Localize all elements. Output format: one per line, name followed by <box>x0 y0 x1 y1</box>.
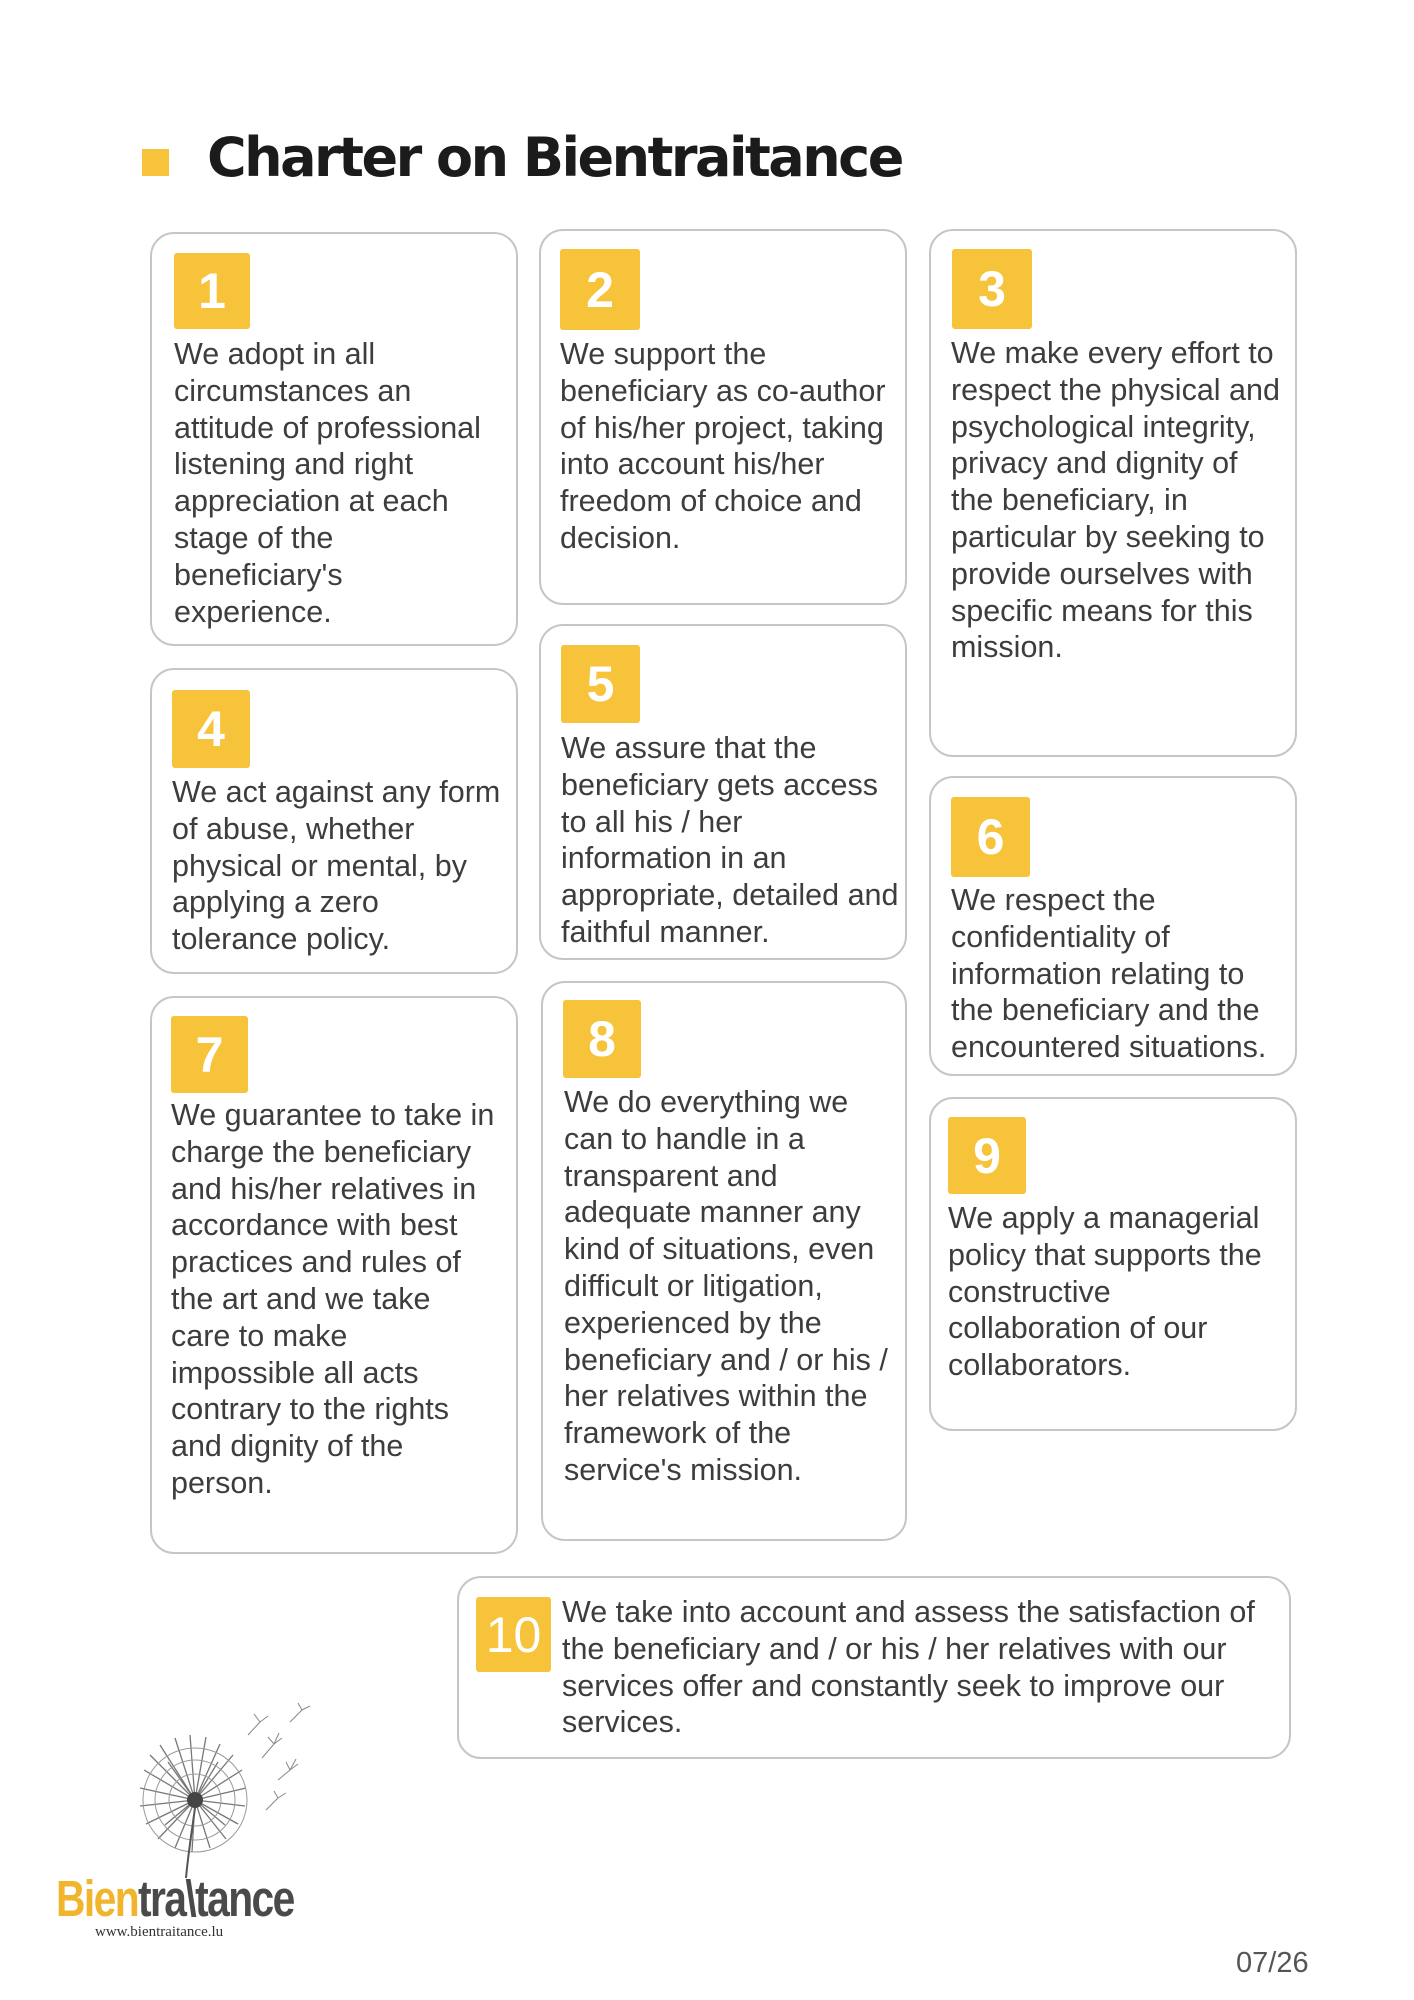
page-number: 07/26 <box>1236 1947 1309 1979</box>
card-number-badge-6: 6 <box>951 797 1030 877</box>
logo-url: www.bientraitance.lu <box>95 1924 224 1940</box>
card-number-badge-9: 9 <box>948 1117 1026 1194</box>
card-number-badge-8: 8 <box>563 1000 641 1078</box>
title-bullet-square <box>142 149 169 176</box>
card-text-6: We respect the confidentiality of information relating to the beneficiary and the encountered situations. <box>951 883 1267 1065</box>
bientraitance-logo <box>40 1700 320 1940</box>
card-text-2: We support the beneficiary as co-author of his/her project, taking into account his/her freedom of choice and decision. <box>560 337 886 555</box>
card-number-badge-4: 4 <box>172 690 250 768</box>
card-text-8: We do everything we can to handle in a transparent and adequate manner any kind of situations, even difficult or litigation, experienced by the beneficiary and / or his / her relatives within the framework of the service's mission. <box>564 1085 888 1487</box>
card-number-badge-3: 3 <box>952 249 1032 329</box>
card-number-badge-10: 10 <box>476 1597 551 1672</box>
card-text-10: We take into account and assess the satisfaction of the beneficiary and / or his / her relatives with our services offer and constantly seek to improve our services. <box>562 1595 1255 1740</box>
card-text-1: We adopt in all circumstances an attitude of professional listening and right appreciation at each stage of the beneficiary's experience. <box>174 337 481 629</box>
card-text-4: We act against any form of abuse, whether physical or mental, by applying a zero tolerance policy. <box>172 775 501 957</box>
card-text-7: We guarantee to take in charge the beneficiary and his/her relatives in accordance with best practices and rules of the art and we take care to make impossible all acts contrary to the rights and dignity of the person. <box>171 1098 495 1500</box>
card-text-9: We apply a managerial policy that supports the constructive collaboration of our collaborators. <box>948 1201 1262 1383</box>
card-number-badge-5: 5 <box>561 645 640 723</box>
page-title: Charter on Bientraitance <box>207 126 902 189</box>
card-number-badge-1: 1 <box>174 253 250 329</box>
logo-wordmark: Bientra\tance <box>56 1870 294 1927</box>
card-number-badge-7: 7 <box>171 1016 248 1093</box>
card-number-badge-2: 2 <box>560 249 640 330</box>
dandelion-icon <box>40 1700 320 1880</box>
card-text-5: We assure that the beneficiary gets access to all his / her information in an appropriate, detailed and faithful manner. <box>561 731 899 949</box>
card-text-3: We make every effort to respect the physical and psychological integrity, privacy and dignity of the beneficiary, in particular by seeking to provide ourselves with specific means for this mission. <box>951 336 1280 665</box>
